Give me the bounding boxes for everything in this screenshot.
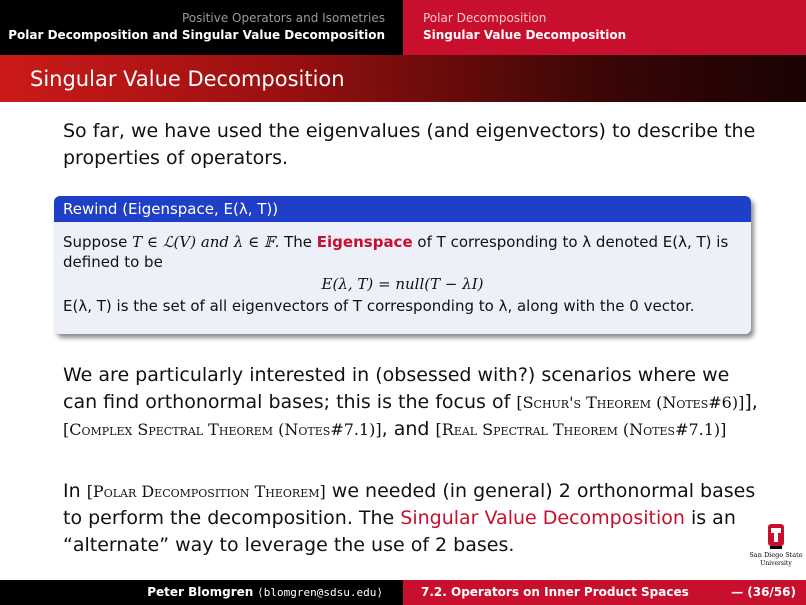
- orthonormal-paragraph: [63, 362, 763, 443]
- rewind-block-title: Rewind (Eigenspace, E(λ, T)): [54, 196, 751, 222]
- nav-left-panel: [0, 0, 403, 55]
- nav-right-panel: [403, 0, 806, 55]
- nav-link-positive-operators[interactable]: Positive Operators and Isometries: [181, 11, 385, 25]
- ref-real-spectral-theorem[interactable]: [Real Spectral Theorem (Notes#7.1)]: [435, 420, 727, 439]
- paragraph-text: is an “alternate” way to leverage the use of 2 bases.: [63, 507, 736, 556]
- polar-paragraph: [63, 478, 763, 559]
- block-math: T ∈ ℒ(V) and λ ∈ 𝔽.: [132, 233, 280, 251]
- paragraph-text: In: [63, 480, 87, 502]
- ref-schur-theorem[interactable]: [Schur's Theorem (Notes#6)]: [516, 393, 745, 412]
- intro-paragraph: So far, we have used the eigenvalues (and eigenvectors) to describe the properties of operators.: [63, 120, 756, 169]
- block-line-1: [63, 232, 742, 272]
- eigenspace-term: Eigenspace: [316, 233, 413, 251]
- footer-left: [0, 580, 403, 605]
- eigenspace-equation: E(λ, T) = null(T − λI): [321, 275, 484, 293]
- block-text: Suppose: [63, 233, 133, 251]
- rewind-block: [54, 196, 751, 334]
- footer-author: Peter Blomgren: [147, 585, 254, 599]
- frame-title-bar: [0, 55, 806, 102]
- footer-author-block: [147, 580, 383, 605]
- logo-text-line2: University: [760, 560, 792, 567]
- sdsu-logo: [748, 522, 804, 570]
- footer-email[interactable]: ⟨blomgren@sdsu.edu⟩: [257, 586, 383, 599]
- ref-complex-spectral-theorem[interactable]: [Complex Spectral Theorem (Notes#7.1)]: [63, 420, 382, 439]
- footer-right: [403, 580, 806, 605]
- ref-polar-decomposition-theorem[interactable]: [Polar Decomposition Theorem]: [86, 482, 326, 501]
- block-line-3: E(λ, T) is the set of all eigenvectors of T corresponding to λ, along with the 0 vector.: [63, 297, 695, 315]
- footer-section[interactable]: 7.2. Operators on Inner Product Spaces: [421, 585, 689, 599]
- block-text: of T corresponding to λ denoted E(λ, T) is defined to be: [63, 233, 729, 271]
- paragraph-text: , and: [381, 418, 436, 440]
- nav-link-polar-svd-section[interactable]: Polar Decomposition and Singular Value Decomposition: [8, 28, 385, 42]
- footer-bar: [0, 580, 806, 605]
- top-navigation: [0, 0, 806, 55]
- footer-page-number: — (36/56): [731, 585, 796, 599]
- nav-link-svd-current[interactable]: Singular Value Decomposition: [423, 28, 627, 42]
- frame-title: Singular Value Decomposition: [30, 67, 345, 91]
- svd-highlight: Singular Value Decomposition: [400, 507, 685, 529]
- block-text: The: [279, 233, 317, 251]
- paragraph-text: ],: [744, 391, 758, 413]
- rewind-block-body: [54, 222, 751, 334]
- sdsu-logo-icon: [748, 522, 804, 570]
- paragraph-text: we needed (in general) 2 orthonormal bases to perform the decomposition. The: [63, 480, 756, 529]
- nav-link-polar-decomposition[interactable]: Polar Decomposition: [423, 11, 547, 25]
- logo-text-line1: San Diego State: [749, 551, 803, 559]
- paragraph-text: We are particularly interested in (obsessed with?) scenarios where we can find orthonormal bases; this is the focus of: [63, 364, 730, 413]
